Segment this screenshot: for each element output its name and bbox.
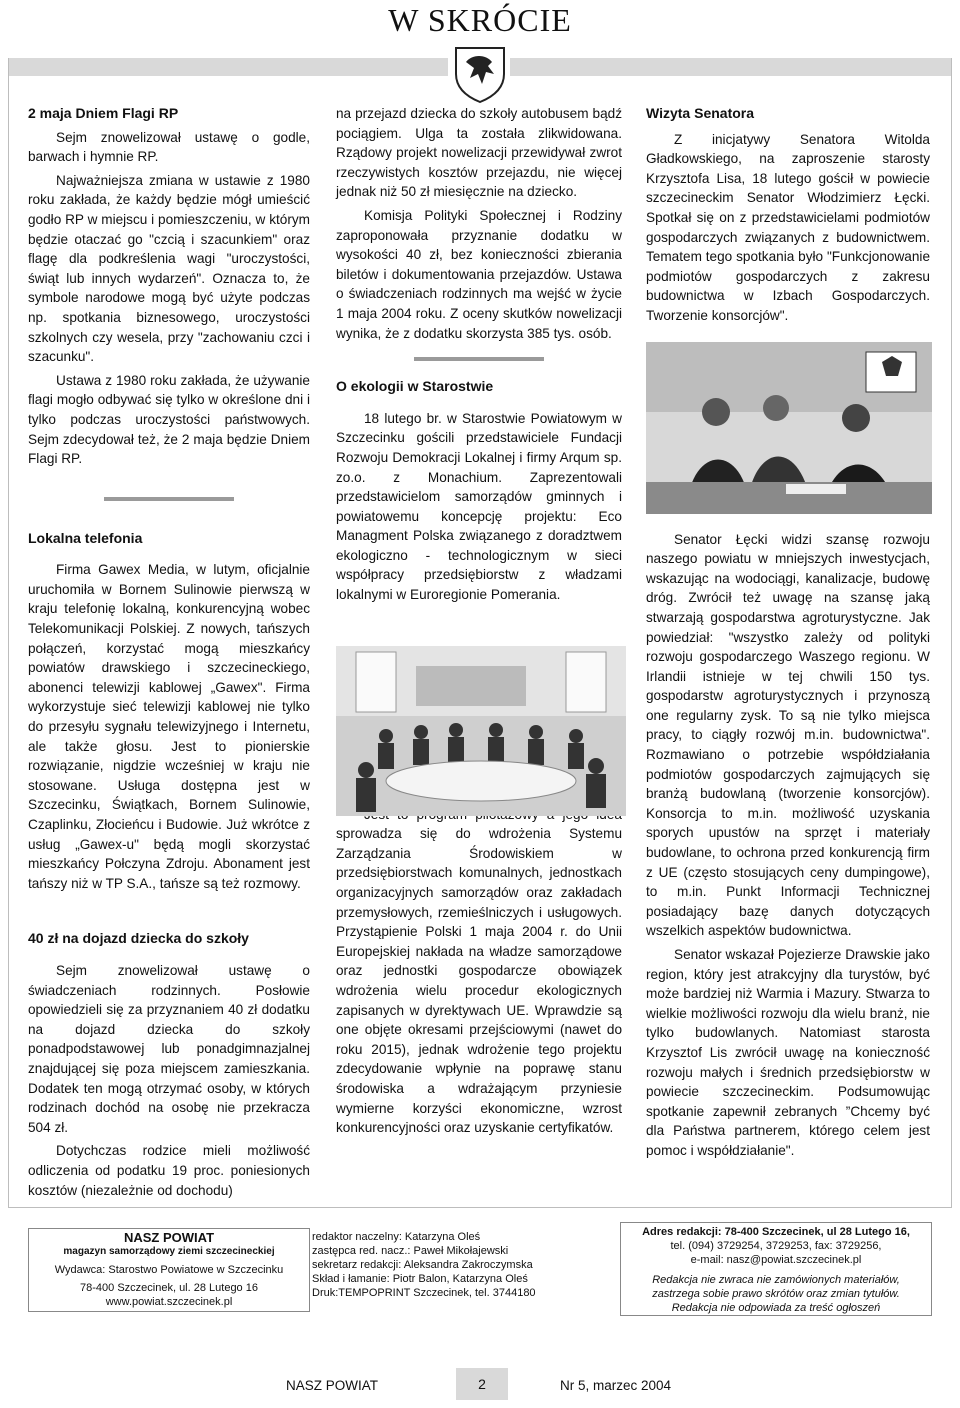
article-paragraph: 18 lutego br. w Starostwie Powiatowym w Szczecinku gościli przedstawiciele Fundacji Rozwoju Demokracji Lokalnej i firmy Arqum sp. zo.o. z Monachium. Zaprezentowali przedstawicielom samorządów gminnych i powiatowemu koncepcję projektu: Eco Managment Polska związanego z doradztwem ekologiczno - technologicznym w sieci współpracy przedsiębiorstw z władzami lokalnymi w Euroregionie Pomerania. — [336, 410, 622, 603]
staff-line: redaktor naczelny: Katarzyna Oleś — [312, 1231, 481, 1243]
article-paragraph: Z inicjatywy Senatora Witolda Gładkowskiego, na zaproszenie starosty Krzysztofa Lisa, 18 lutego gościł w powiecie szczecineckim Senator Włodzimierz Łęcki. Spotkał się on z przedstawicielami podmiotów gospodarczych związanych z budownictwem. Tematem tego spotkania było "Funkcjonowanie podmiotów gospodarczych z zakresu budownictwa w Izbach Gospodarczych. Tworzenie konsorcjów". — [646, 131, 930, 323]
editorial-staff — [312, 1230, 582, 1300]
editorial-address-box — [620, 1222, 932, 1316]
email-line: e-mail: nasz@powiat.szczecinek.pl — [690, 1254, 862, 1266]
section-divider — [104, 497, 234, 501]
magazine-subtitle: magazyn samorządowy ziemi szczecineckiej — [63, 1246, 275, 1257]
column-middle — [336, 104, 622, 1142]
article-paragraph: Dotychczas rodzice mieli możliwość odliczenia od podatku 19 proc. poniesionych kosztów (niezależnie od dochodu) — [28, 1143, 310, 1198]
magazine-name: NASZ POWIAT — [123, 1230, 215, 1245]
article-paragraph: Komisja Polityki Społecznej i Rodziny zaproponowała przyznanie dodatku w wysokości 40 zł, bez konieczności zbierania biletów i dokumentowania przejazdów. Ustawa o świadczeniach rodzinnych ma wejść w życie 1 maja 2004 roku. Z oceny skutków nowelizacji wynika, że z dodatku skorzysta 385 tys. osób. — [336, 207, 622, 341]
article-paragraph: Senator Łęcki widzi szansę rozwoju naszego powiatu w mniejszych inwestycjach, wskazując na wodociągi, kanalizacje, budowę dróg. Zwrócił też uwagę na szansę jaką stwarzają gospodarstwa agroturystyczne. Jak powiedział: "wszystko zależy od polityki rozwoju gospodarczego Waszego regionu. W Irlandii istnieje w tej chwili 150 tys. gospodarstw agroturystycznych i przynoszą one regularny zysk. To są nie tylko miejsca pracy, to ciągły rozwój m.in. budownictwa". Rozmawiano o potrzebie współdziałania podmiotów gospodarczych zajmujących się branżą budowlaną (tworzenie konsorcjów). Konsorcja to m.in. możliwość uzyskania sporych upustów na sprzęt i materiały budowlane, to ochrona przed konkurencją firm z UE (często stosujących ceny dumpingowe), to m.in. Punkt Informacji Technicznej posiadający bazę danych dotyczących wszelkich aspektów budownictwa. — [646, 531, 930, 939]
article-title-flag-day: 2 maja Dniem Flagi RP — [28, 105, 179, 121]
page-section-title: W SKRÓCIE — [388, 2, 572, 38]
staff-line: zastępca red. nacz.: Paweł Mikołajewski — [312, 1245, 509, 1257]
staff-line: Skład i łamanie: Piotr Balon, Katarzyna Oleś — [312, 1273, 528, 1285]
disclaimer-line: Redakcja nie zwraca nie zamówionych materiałów, — [652, 1274, 900, 1286]
article-paragraph: Firma Gawex Media, w lutym, oficjalnie uruchomiła w Bornem Sulinowie pierwszą w kraju telefonię lokalną, konkurencyjną wobec Telekomunikacji Polskiej. Z nowych, tańszych połączeń, korzystać mogą mieszkańcy powiatów drawskiego i szczecineckiego, abonenci telewizji kablowej „Gawex". Firma wykorzystuje sieć telewizji kablowej nie tylko do przesyłu sygnału telewizyjnego i Internetu, ale także głosu. Jest to pionierskie rozwiązanie, nigdzie wcześniej w kraju nie stosowane. Usługa dostępna jest w Szczecinku, Świątkach, Bornem Sulinowie, Czaplinku, Złocieńcu i Budowie. Już wkrótce z usług „Gawex-u" będą mogli skorzystać mieszkańcy Połczyna Zdroju. Abonament jest tańszy niż w TP S.A., tańsze są też rozmowy. — [28, 562, 310, 891]
disclaimer-line: zastrzega sobie prawo skrótów oraz zmian tytułów. — [652, 1288, 900, 1300]
staff-line: Druk:TEMPOPRINT Szczecinek, tel. 3744180 — [312, 1287, 536, 1299]
article-paragraph: Senator wskazał Pojezierze Drawskie jako region, który jest atrakcyjny dla turystów, być może bardziej niż Warmia i Mazury. Stwarza to wielkie możliwości rozwoju dla wielu branż, nie tylko budowlanych. Natomiast starosta Krzysztof Lis zwrócił uwagę na konieczność rozwoju małych i średnich przedsiębiorstw w powiecie szczecineckim. Podsumowując spotkanie zapewnił zebranych ”Chcemy być dla Państwa partnerem, którego celem jest pomoc i współdziałanie". — [646, 947, 930, 1158]
section-divider — [414, 357, 544, 361]
photo-ecology-conference — [336, 646, 626, 816]
publisher-box — [28, 1228, 310, 1312]
article-title-senator-visit: Wizyta Senatora — [646, 105, 755, 121]
publisher-website: www.powiat.szczecinek.pl — [105, 1296, 233, 1308]
folio-magazine-name: NASZ POWIAT — [286, 1378, 379, 1393]
article-title-local-telephony: Lokalna telefonia — [28, 529, 143, 546]
article-paragraph: Najważniejsza zmiana w ustawie z 1980 roku zakłada, że każdy będzie mógł umieścić godło RP w miejscu i pomieszczeniu, w którym będzie otaczać go "czcią i szacunkiem" oraz flagę dla podkreślenia wagi "uroczystości, świąt lub innych wydarzeń". Oznacza to, że symbole narodowe mogą być użyte podczas np. spotkania biznesowego, uroczystości szkolnych czy wesela, przy "zachowaniu czci i szacunku". — [28, 172, 310, 365]
article-title-ecology: O ekologii w Starostwie — [336, 378, 494, 395]
disclaimer-line: Redakcja nie odpowiada za treść ogłoszeń — [671, 1302, 881, 1314]
column-right — [646, 104, 930, 1165]
article-paragraph: Ustawa z 1980 roku zakłada, że używanie flagi mogło odbywać się tylko w określone dni i tylko podczas uroczystości państwowych. Sejm zdecydował też, że 2 maja będzie Dniem Flagi RP. — [28, 372, 310, 467]
publisher-line: Wydawca: Starostwo Powiatowe w Szczecinku — [54, 1264, 284, 1276]
article-title-school-commute: 40 zł na dojazd dziecka do szkoły — [28, 930, 249, 947]
article-paragraph: na przejazd dziecka do szkoły autobusem bądź pociągiem. Ulga ta została zlikwidowana. Rządowy projekt nowelizacji przewidywał zwrot rzeczywistych kosztów przejazdu, nie więcej jednak niż 50 zł miesięcznie na dziecko. — [336, 106, 622, 200]
article-paragraph: Sejm znowelizował ustawę o godle, barwach i hymnie RP. — [28, 129, 310, 165]
article-paragraph: sprowadza się do wdrożenia Systemu Zarządzania Środowiskiem w przedsiębiorstwach komunalnych, jednostkach organizacyjnych samorządów oraz zakładach przemysłowych, rzemieślniczych i usługowych. Przystąpienie Polski 1 maja 2004 r. do Unii Europejskiej nakłada na władze samorządowe oraz jednostki gospodarcze obowiązek wdrożenia wielu procedur ekologicznych zapisanych w dyrektywach UE. Wprawdzie są one objęte okresami przejściowymi (nawet do roku 2015), jednak wdrożenie tego projektu zdecydowanie wpłynie na poprawę stanu środowiska a wdrażającym przyniesie wymierne korzyści ekonomiczne, wzrost konkurencyjności oraz uzyskanie certyfikatów. — [336, 826, 622, 1136]
address-line: Adres redakcji: 78-400 Szczecinek, ul 28 Lutego 16, — [642, 1226, 910, 1238]
photo-senator-meeting — [646, 342, 932, 514]
article-paragraph: Sejm znowelizował ustawę o świadczeniach rodzinnych. Posłowie opowiedzieli się za przyznaniem 40 zł dodatku na dojazd dziecka do szkoły ponadpodstawowej lub ponadgimnazjalnej znajdującej się poza miejscem zamieszkania. Dodatek ten mogą otrzymać osoby, w których rodzinach dochód na osobę nie przekracza 504 zł. — [28, 962, 310, 1135]
column-left — [28, 104, 310, 1204]
folio-issue: Nr 5, marzec 2004 — [560, 1378, 672, 1393]
staff-line: sekretarz redakcji: Aleksandra Zakroczymska — [312, 1259, 533, 1271]
publisher-address: 78-400 Szczecinek, ul. 28 Lutego 16 — [80, 1282, 258, 1294]
phone-line: tel. (094) 3729254, 3729253, fax: 3729256, — [670, 1240, 882, 1252]
page-number: 2 — [456, 1368, 508, 1400]
